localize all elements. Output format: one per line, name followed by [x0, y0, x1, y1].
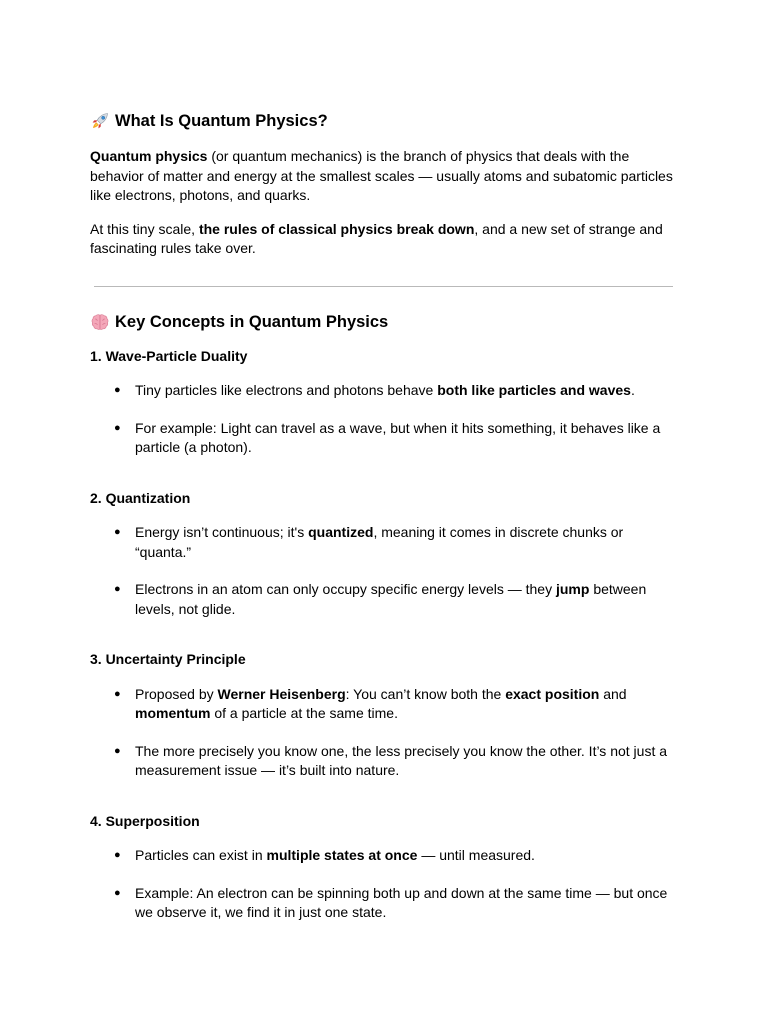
concept-quantization	[90, 489, 676, 620]
bullet-dot: ●	[114, 384, 121, 396]
list-item-text: Electrons in an atom can only occupy specific energy levels — they	[135, 581, 556, 597]
list-item-text: Tiny particles like electrons and photons behave	[135, 382, 438, 398]
list-item-text: and	[599, 685, 627, 702]
bullet-dot: ●	[114, 583, 121, 595]
rocket-icon	[90, 111, 110, 131]
list-item	[90, 742, 676, 781]
list-item-text: Energy isn’t continuous; it's	[135, 524, 309, 540]
list-item-text: — until measured.	[417, 847, 535, 863]
list-item	[90, 884, 676, 923]
bullet-dot: ●	[114, 886, 121, 899]
bold-phrase: Werner Heisenberg	[217, 685, 346, 702]
bold-phrase: the rules of classical physics break down	[198, 220, 475, 237]
list-item-text: The more precisely you know one, the less precisely you know the other. It’s not just a measurement issue — it’s built into nature.	[135, 742, 668, 778]
intro-paragraph	[90, 147, 676, 206]
bold-phrase: exact position	[505, 685, 600, 702]
concept-superposition	[90, 812, 676, 923]
paragraph-text: (or quantum mechanics) is the branch of physics that deals with the behavior of matter and energy at the smallest scales — usually atoms and subatomic particles like electrons, photons, and quarks.	[90, 148, 673, 203]
bullet-list	[90, 381, 676, 458]
bullet-list	[90, 846, 676, 923]
section-title-text: Key Concepts in Quantum Physics	[115, 312, 389, 331]
list-item-text: between levels, not glide.	[135, 581, 647, 617]
bullet-dot: ●	[114, 421, 121, 434]
bold-term: Quantum physics	[90, 148, 208, 164]
list-item-text: For example: Light can travel as a wave, but when it hits something, it behaves like a particle (a photon).	[135, 419, 661, 455]
bullet-dot: ●	[114, 849, 121, 861]
list-item	[90, 846, 676, 866]
list-item-text: Example: An electron can be spinning both up and down at the same time — but once we observe it, we find it in just one state.	[135, 884, 668, 920]
bullet-list	[90, 685, 676, 781]
bold-phrase: multiple states at once	[266, 847, 418, 863]
list-item	[90, 523, 676, 562]
list-item-text: of a particle at the same time.	[210, 705, 398, 721]
bold-phrase: quantized	[308, 524, 374, 540]
list-item-text: .	[630, 382, 635, 398]
horizontal-divider	[94, 286, 673, 287]
bold-phrase: momentum	[135, 705, 211, 721]
list-item	[90, 419, 676, 458]
list-item-text: Particles can exist in	[135, 847, 267, 863]
concept-uncertainty-principle	[90, 650, 676, 781]
concept-heading: 2. Quantization	[90, 489, 191, 506]
list-item	[90, 381, 676, 401]
paragraph-text: At this tiny scale,	[90, 220, 199, 237]
bold-phrase: jump	[555, 581, 590, 597]
list-item	[90, 580, 676, 619]
classical-physics-paragraph	[90, 220, 676, 259]
list-item-text: Proposed by	[135, 685, 218, 702]
list-item-text: : You can’t know both the	[345, 685, 506, 702]
concept-heading: 1. Wave-Particle Duality	[90, 347, 248, 364]
bullet-dot: ●	[114, 744, 121, 757]
brain-icon	[90, 312, 110, 332]
list-item-text: , meaning it comes in discrete chunks or “quanta.”	[135, 524, 624, 560]
paragraph-text: , and a new set of strange and fascinating rules take over.	[90, 220, 663, 256]
bold-phrase: both like particles and waves	[437, 382, 631, 398]
bullet-list	[90, 523, 676, 619]
section-title-text: What Is Quantum Physics?	[115, 112, 328, 130]
concept-wave-particle-duality	[90, 347, 676, 458]
section-title-key-concepts	[90, 311, 676, 333]
bullet-dot: ●	[114, 526, 121, 538]
list-item	[90, 685, 676, 724]
concept-heading: 4. Superposition	[90, 812, 200, 829]
bullet-dot: ●	[114, 687, 121, 700]
section-title-what-is	[90, 110, 676, 132]
concept-heading: 3. Uncertainty Principle	[90, 651, 246, 667]
